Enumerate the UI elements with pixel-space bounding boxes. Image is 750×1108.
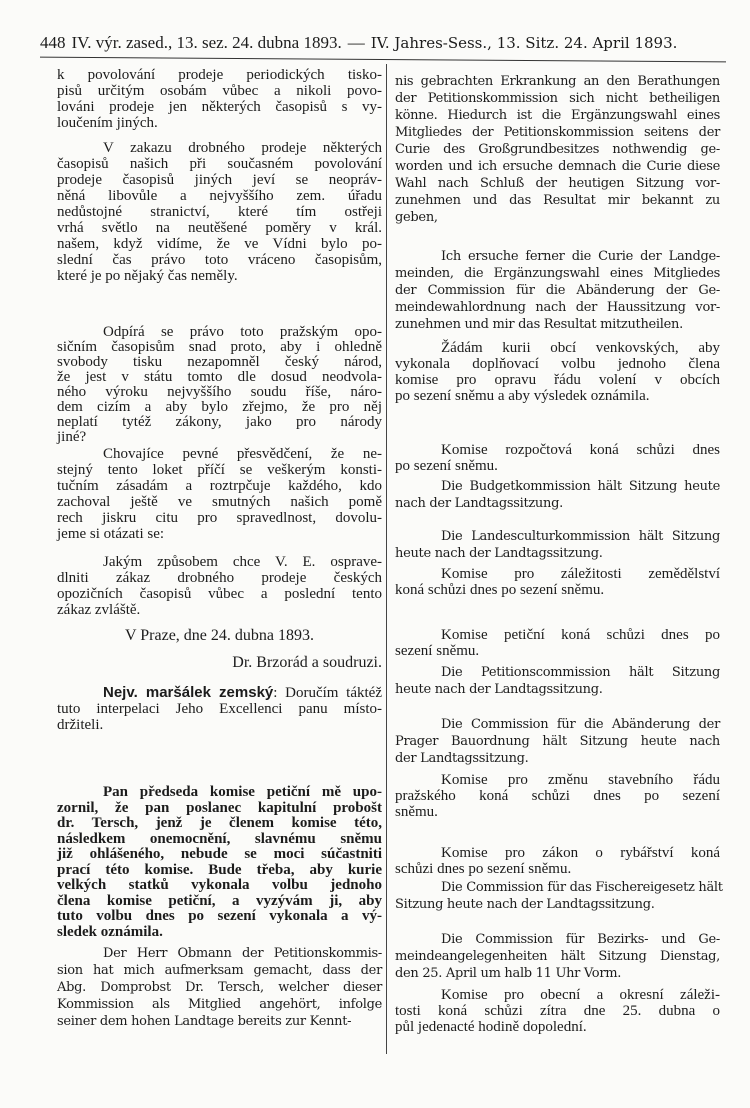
text-line: prací této komise. Bude třeba, aby kurie <box>57 861 382 878</box>
signature <box>57 654 382 672</box>
paragraph-zadam <box>395 340 720 404</box>
paragraph-landgemeinden <box>395 248 720 333</box>
text-line: tuto interpelaci Jeho Excellenci panu místo- <box>57 701 382 717</box>
paragraph-marshal <box>57 685 382 733</box>
text-line: meindeangelegenheiten hält Sitzung Dienstag, <box>395 949 720 964</box>
text-line: Ich ersuche ferner die Curie der Landge- <box>441 249 720 264</box>
text-line: Komise petiční koná schůzi dnes po <box>441 627 720 643</box>
text-line: po sezení sněmu. <box>395 458 498 474</box>
text-line: něná libovůle a nejvyššího zem. úřadu <box>57 188 382 204</box>
column-divider <box>386 64 387 1054</box>
text-line: Prager Bauordnung hält Sitzung heute nach <box>395 734 720 749</box>
text-line: slední čas právo toto vráceno časopisům, <box>57 252 382 268</box>
text-line: den 25. April um halb 11 Uhr Vorm. <box>395 966 622 981</box>
place-date <box>57 627 382 645</box>
notice-bezirks-german <box>395 931 720 982</box>
text-line: neplatí tytéž zákony, jako pro národy <box>57 414 382 430</box>
text-line: sněmu. <box>395 804 438 820</box>
text-line: Die Budgetkommission hält Sitzung heute <box>441 479 720 494</box>
text-line: komise pro opravu řádu volení v obcích <box>395 372 720 388</box>
text-line: jiné? <box>57 429 87 445</box>
text-line: Die Commission für die Abänderung der <box>441 717 720 732</box>
text-line: Pan předseda komise petiční mě upo- <box>103 784 382 800</box>
text-line: vykonala doplňovací volbu jednoho člena <box>395 356 720 372</box>
text-line: Komise rozpočtová koná schůzi dnes <box>441 442 720 458</box>
text-line: zunehmen und mir das Resultat mitzutheilen. <box>395 317 683 332</box>
text-line: seiner dem hohen Landtage bereits zur Kennt- <box>57 1014 352 1029</box>
text-line: nedůstojné stranictví, které tím ostřeji <box>57 204 382 220</box>
paragraph-continuation <box>57 67 382 131</box>
text-line: pražského koná schůzi dnes po sezení <box>395 788 720 804</box>
text-line: heute nach der Landtagssitzung. <box>395 546 603 561</box>
text-line: Die Landesculturkommission hält Sitzung <box>441 529 720 544</box>
text-line: půl jedenacté hodině dopolední. <box>395 1019 587 1035</box>
text-line: k povolování prodeje periodických tisko- <box>57 67 382 83</box>
text-line: heute nach der Landtagssitzung. <box>395 682 603 697</box>
notice-petition-german <box>395 664 720 698</box>
text-line: následkem onemocnění, slavnému sněmu <box>57 830 382 847</box>
text-line: které je po nějaký čas neměly. <box>57 268 238 284</box>
text-line: Curie des Großgrundbesitzes nothwendig ge- <box>395 142 720 157</box>
text-line: tuto volbu dnes po sezení vykonala a vý- <box>57 908 382 924</box>
running-header <box>40 33 725 53</box>
notice-landescultur-german <box>395 528 720 562</box>
speaker-name: Nejv. maršálek zemský <box>103 684 274 701</box>
text-line: zákaz zvláště. <box>57 602 141 618</box>
header-dash: — <box>347 33 365 52</box>
notice-stavebni-rad <box>395 772 720 820</box>
text-line: meindewahlordnung nach der Haussitzung vor- <box>395 300 720 315</box>
speaker-text: : Doručím táktéž <box>273 685 382 701</box>
text-line: der Commission für die Abänderung der Ge- <box>395 283 720 298</box>
text-line: nis gebrachten Erkrankung an den Berathungen <box>395 74 720 89</box>
header-german: IV. Jahres-Sess., 13. Sitz. 24. April 1893. <box>370 34 678 52</box>
text-line: sledek oznámila. <box>57 923 163 940</box>
text-line: sion hat mich aufmerksam gemacht, dass der <box>57 963 382 978</box>
paragraph-chovajice <box>57 446 382 542</box>
text-line: člena komise petiční, a vyzývám ji, aby <box>57 892 382 909</box>
text-line: lováni prodeje jen některých časopisů s vy- <box>57 99 382 115</box>
text-line: vrhá světlo na neutěšené poměry v král. <box>57 220 382 236</box>
text-line: pisů určitým osobám vůbec a nikoli povo- <box>57 83 382 99</box>
text-line: zornil, že pan poslanec kapitulní probošt <box>57 799 382 816</box>
text-line: der Landtagssitzung. <box>395 751 529 766</box>
header-rule <box>40 57 726 63</box>
text-line: Komise pro změnu stavebního řádu <box>441 772 720 788</box>
text-line: sezení sněmu. <box>395 643 480 659</box>
text-line: Abg. Domprobst Dr. Tersch, welcher dieser <box>57 980 382 995</box>
text-line: již ohlášeného, nebude se moci súčastniti <box>57 846 382 862</box>
text-line: svobody tisku nezapomněl český národ, <box>57 354 382 370</box>
text-line: dem cizím a aby bylo zřejmo, že pro něj <box>57 399 382 415</box>
text-line <box>57 685 382 701</box>
text-line: že jest v státu tomto dle dosud neodvola- <box>57 369 382 385</box>
text-line: koná schůzi dnes po sezení sněmu. <box>395 582 605 598</box>
text-line: Odpírá se právo toto pražským opo- <box>103 324 382 340</box>
text-line: držiteli. <box>57 717 104 733</box>
text-line: Jakým způsobem chce V. E. osprave- <box>103 554 382 570</box>
text-line: Komise pro obecní a okresní záleži- <box>441 987 720 1003</box>
text-line: Komise pro záležitosti zemědělství <box>441 566 720 582</box>
text-line: der Petitionskommission sich nicht betheiligen <box>395 91 720 106</box>
text-line: V Praze, dne 24. dubna 1893. <box>125 627 314 644</box>
text-line: worden und ich ersuche demnach die Curie diese <box>395 159 720 174</box>
notice-budget-german <box>395 478 720 512</box>
text-line: Sitzung heute nach der Landtagssitzung. <box>395 897 655 912</box>
notice-bauordnung-german <box>395 716 720 767</box>
text-line: Der Herr Obmann der Petitionskommis- <box>103 946 382 961</box>
text-line: dlniti zákaz drobného prodeje českých <box>57 570 382 586</box>
paragraph-obmann-german <box>57 945 382 1030</box>
text-line: V zakazu drobného prodeje některých <box>103 140 382 156</box>
text-line: rech jiskru citu pro spravedlnost, dovolu- <box>57 510 382 526</box>
text-line: schůzi dnes po sezení sněmu. <box>395 861 572 877</box>
text-line: Dr. Brzorád a soudruzi. <box>232 654 382 671</box>
text-line: dr. Tersch, jenž je členem komise této, <box>57 815 382 831</box>
text-line: Komise pro zákon o rybářství koná <box>441 845 720 861</box>
paragraph-zakaz <box>57 140 382 284</box>
text-line: jeme si otázati se: <box>57 526 165 542</box>
page-number: 448 <box>40 33 66 52</box>
text-line: Žádám kurii obcí venkovských, aby <box>441 340 720 356</box>
text-line: tučním zásadám a roztrpčuje každého, kdo <box>57 478 382 494</box>
text-line: Mitgliedes der Petitionskommission seitens der <box>395 125 720 140</box>
paragraph-question <box>57 554 382 618</box>
text-line: könne. Hiedurch ist die Ergänzungswahl eines <box>395 108 720 123</box>
text-line: zunehmen und das Resultat mir bekannt zu <box>395 193 720 208</box>
paragraph-german-continuation <box>395 73 720 226</box>
notice-obecni-okresni <box>395 987 720 1035</box>
text-line: Wahl nach Schluß der heutigen Sitzung vor- <box>395 176 720 191</box>
text-line: meinden, die Ergänzungswahl eines Mitgliedes <box>395 266 720 281</box>
text-line: po sezení sněmu a aby výsledek oznámila. <box>395 388 650 404</box>
text-line: našem, když vidíme, že ve Vídni bylo po- <box>57 236 382 252</box>
text-line: stejný tento loket příčí se veškerým konsti- <box>57 462 382 478</box>
text-line: opozičních časopisů vůbec a poslední tento <box>57 586 382 602</box>
text-line: nach der Landtagssitzung. <box>395 496 563 511</box>
text-line: sičním časopisům snad proto, aby i ohledně <box>57 339 382 355</box>
text-line: Die Petitionscommission hält Sitzung <box>441 665 720 680</box>
text-line: Die Commission für das Fischereigesetz hält <box>441 880 723 895</box>
paragraph-predseda <box>57 785 382 940</box>
notice-rozpoctova <box>395 442 720 474</box>
text-line: Die Commission für Bezirks- und Ge- <box>441 932 720 947</box>
notice-rybarstvi <box>395 845 720 877</box>
notice-zemedelstvi <box>395 566 720 598</box>
text-line: časopisů našich při současném povolování <box>57 156 382 172</box>
text-line: Chovajíce pevné přesvědčení, že ne- <box>103 446 382 462</box>
text-line: geben, <box>395 210 438 225</box>
text-line: ného výroku nejvyššího soudu říše, náro- <box>57 384 382 400</box>
header-czech: IV. výr. zased., 13. sez. 24. dubna 1893. <box>71 33 342 52</box>
notice-peticni <box>395 627 720 659</box>
text-line: prodeje časopisů jiných jeví se neopráv- <box>57 172 382 188</box>
notice-fischerei-german <box>395 879 723 913</box>
paragraph-odpira <box>57 325 382 445</box>
text-line: tosti koná schůzi zítra dne 25. dubna o <box>395 1003 720 1019</box>
text-line: loučením jiných. <box>57 115 158 131</box>
text-line: Kommission als Mitglied angehört, infolge <box>57 997 382 1012</box>
text-line: velkých statků vykonala volbu jednoho <box>57 877 382 893</box>
text-line: zachoval ještě ve smutných našich pomě <box>57 494 382 510</box>
